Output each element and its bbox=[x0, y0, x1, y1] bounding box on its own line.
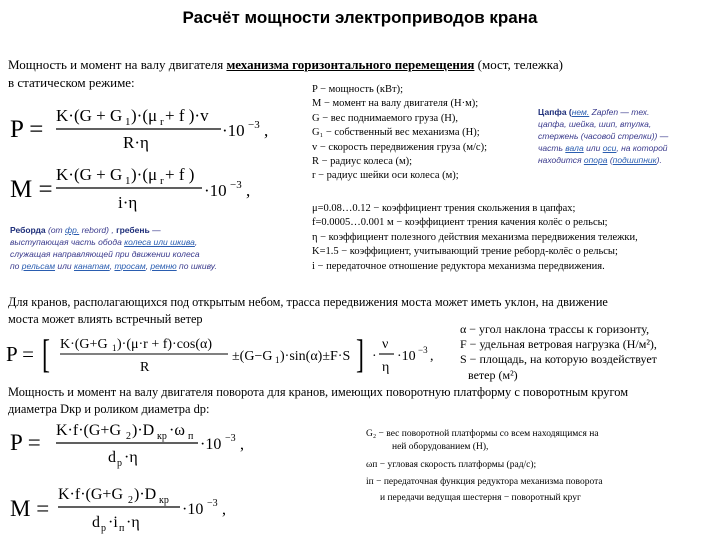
legend-3-item: iп − передаточная функция редуктора механизма поворота bbox=[366, 476, 603, 487]
intro-line-1 bbox=[8, 57, 708, 73]
legend-1-item: f=0.0005…0.001 м − коэффициент трения качения колёс о рельсы; bbox=[312, 217, 608, 229]
svg-text:1: 1 bbox=[125, 175, 131, 187]
svg-text:·ω: ·ω bbox=[169, 422, 185, 439]
legend-3-item: ней оборудованием (Н), bbox=[392, 441, 489, 452]
svg-text:K·f·(G+G: K·f·(G+G bbox=[58, 486, 123, 503]
callout-reborda: Реборда (от фр. rebord) , гребень — выступающая часть обода колеса или шкива, служащая направляющей при движении колеса по рельсам или канатам, тросам, ремню по шкиву. bbox=[10, 225, 217, 271]
svg-text:)·sin(α)±F·S: )·sin(α)±F·S bbox=[280, 349, 351, 364]
intro-post: (мост, тележка) bbox=[474, 57, 563, 72]
legend-1-item: K=1.5 − коэффициент, учитывающий трение реборд-колёс о рельсы; bbox=[312, 246, 618, 258]
svg-text:,: , bbox=[222, 501, 226, 518]
legend-1-item: i − передаточное отношение редуктора механизма передвижения. bbox=[312, 260, 605, 272]
legend-3 bbox=[366, 428, 718, 505]
svg-text:K·(G + G: K·(G + G bbox=[56, 165, 123, 184]
formula-power-rotation bbox=[10, 422, 244, 469]
legend-1-item: R − радиус колеса (м); bbox=[312, 156, 413, 168]
svg-text:2: 2 bbox=[126, 431, 131, 442]
svg-text:·i: ·i bbox=[108, 514, 118, 531]
svg-text:p: p bbox=[117, 458, 122, 469]
svg-text:−3: −3 bbox=[248, 119, 260, 131]
svg-text:d: d bbox=[92, 514, 100, 531]
svg-text:1: 1 bbox=[275, 355, 280, 365]
svg-text:)·(μ·r + f)·cos(α): )·(μ·r + f)·cos(α) bbox=[117, 337, 213, 352]
svg-text:кр: кр bbox=[157, 431, 167, 442]
legend-3-item: и передачи ведущая шестерня − поворотный круг bbox=[380, 493, 581, 504]
formula-power-1 bbox=[10, 106, 268, 152]
svg-text:·10: ·10 bbox=[204, 181, 227, 200]
open-air-line-1: Для кранов, располагающихся под открытым небом, трасса передвижения моста может иметь уклон, на движение bbox=[8, 295, 608, 309]
svg-text:ν: ν bbox=[382, 337, 389, 352]
svg-text:·: · bbox=[372, 349, 377, 364]
svg-text:−3: −3 bbox=[207, 498, 218, 509]
legend-1-item: G₁ − собственный вес механизма (Н); bbox=[312, 127, 480, 139]
svg-text:K·(G + G: K·(G + G bbox=[56, 106, 123, 125]
svg-text:+ f )·v: + f )·v bbox=[165, 106, 209, 125]
legend-1-item: P − мощность (кВт); bbox=[312, 84, 403, 95]
svg-text:+ f ): + f ) bbox=[165, 165, 195, 184]
legend-2 bbox=[460, 322, 720, 383]
svg-text:r: r bbox=[160, 116, 164, 128]
svg-text:R: R bbox=[140, 360, 150, 375]
svg-text:P =: P = bbox=[10, 116, 44, 143]
svg-text:P =: P = bbox=[10, 430, 41, 455]
svg-text:1: 1 bbox=[112, 343, 117, 353]
legend-3-item: G₂ − вес поворотной платформы со всем находящимся на bbox=[366, 429, 599, 439]
svg-text:)·(μ: )·(μ bbox=[131, 106, 158, 125]
svg-text:K·f·(G+G: K·f·(G+G bbox=[56, 422, 121, 439]
svg-text:п: п bbox=[119, 523, 125, 534]
rotation-line-1: Мощность и момент на валу двигателя поворота для кранов, имеющих поворотную платформу с поворотным кругом bbox=[8, 385, 629, 399]
svg-text:±(G−G: ±(G−G bbox=[232, 349, 273, 364]
open-air-line-2: моста может влиять встречный ветер bbox=[8, 312, 203, 326]
svg-text:,: , bbox=[264, 121, 269, 140]
svg-text:)·D: )·D bbox=[132, 422, 155, 439]
formula-moment-rotation bbox=[10, 486, 226, 534]
svg-text:M =: M = bbox=[10, 176, 53, 203]
svg-text:p: p bbox=[101, 523, 106, 534]
svg-text:]: ] bbox=[355, 333, 364, 377]
svg-text:[: [ bbox=[42, 333, 50, 377]
svg-text:−3: −3 bbox=[225, 433, 236, 444]
svg-text:кр: кр bbox=[159, 495, 169, 506]
svg-text:−3: −3 bbox=[418, 345, 428, 355]
formula-power-wind bbox=[4, 327, 450, 383]
svg-text:r: r bbox=[160, 175, 164, 187]
legend-2-item: S − площадь, на которую воздействует bbox=[460, 352, 657, 367]
svg-text:−3: −3 bbox=[230, 179, 242, 191]
svg-text:,: , bbox=[240, 436, 244, 453]
legend-1-item: η − коэффициент полезного действия механизма передвижения тележки, bbox=[312, 231, 638, 243]
svg-text:K·(G+G: K·(G+G bbox=[60, 337, 108, 352]
svg-text:·10: ·10 bbox=[200, 436, 222, 453]
legend-2-item: ветер (м²) bbox=[468, 367, 518, 382]
legend-1-item: M − момент на валу двигателя (Н·м); bbox=[312, 98, 479, 110]
svg-text:п: п bbox=[188, 431, 194, 442]
svg-text:1: 1 bbox=[125, 116, 131, 128]
intro-pre: Мощность и момент на валу двигателя bbox=[8, 57, 227, 72]
svg-text:·10: ·10 bbox=[182, 501, 204, 518]
intro-link[interactable]: механизма горизонтального перемещения bbox=[226, 57, 475, 72]
svg-text:R·η: R·η bbox=[123, 133, 149, 152]
svg-text:,: , bbox=[430, 349, 434, 364]
svg-text:P =: P = bbox=[6, 342, 34, 366]
intro-line-2: в статическом режиме: bbox=[8, 75, 135, 90]
svg-text:d: d bbox=[108, 449, 116, 466]
legend-1-cont bbox=[312, 202, 717, 274]
callout-tsapfa: Цапфа (нем. Zapfen — тех. цапфа, шейка, шип, втулка, стержень (часовой стрелки)) — часть вала или оси, на которой находится опора (подшипник). bbox=[538, 107, 669, 165]
svg-text:M =: M = bbox=[10, 496, 50, 521]
svg-text:2: 2 bbox=[128, 495, 133, 506]
svg-text:,: , bbox=[246, 181, 251, 200]
svg-text:)·(μ: )·(μ bbox=[131, 165, 158, 184]
legend-1-item: v − скорость передвижения груза (м/с); bbox=[312, 141, 487, 153]
legend-1-item: G − вес поднимаемого груза (Н), bbox=[312, 112, 459, 124]
svg-text:i·η: i·η bbox=[118, 193, 138, 212]
formula-group-1 bbox=[8, 98, 280, 212]
legend-2-item: F − удельная ветровая нагрузка (Н/м²), bbox=[460, 337, 657, 352]
legend-3-item: ωп − угловая скорость платформы (рад/с); bbox=[366, 460, 537, 471]
formula-moment-1 bbox=[10, 165, 250, 212]
svg-text:·10: ·10 bbox=[397, 349, 416, 364]
legend-1-item: r − радиус шейки оси колеса (м); bbox=[312, 170, 459, 182]
svg-text:)·D: )·D bbox=[134, 486, 157, 503]
svg-text:η: η bbox=[382, 360, 390, 375]
svg-text:·10: ·10 bbox=[222, 121, 245, 140]
page-title: Расчёт мощности электроприводов крана bbox=[182, 8, 538, 27]
rotation-line-2: диаметра Dкр и роликом диаметра dр: bbox=[8, 402, 210, 416]
svg-text:·η: ·η bbox=[124, 449, 138, 466]
svg-text:·η: ·η bbox=[126, 514, 140, 531]
formula-group-3 bbox=[8, 416, 278, 540]
legend-2-item: α − угол наклона трассы к горизонту, bbox=[460, 322, 650, 336]
legend-1-item: μ=0.08…0.12 − коэффициент трения скольжения в цапфах; bbox=[312, 203, 576, 214]
